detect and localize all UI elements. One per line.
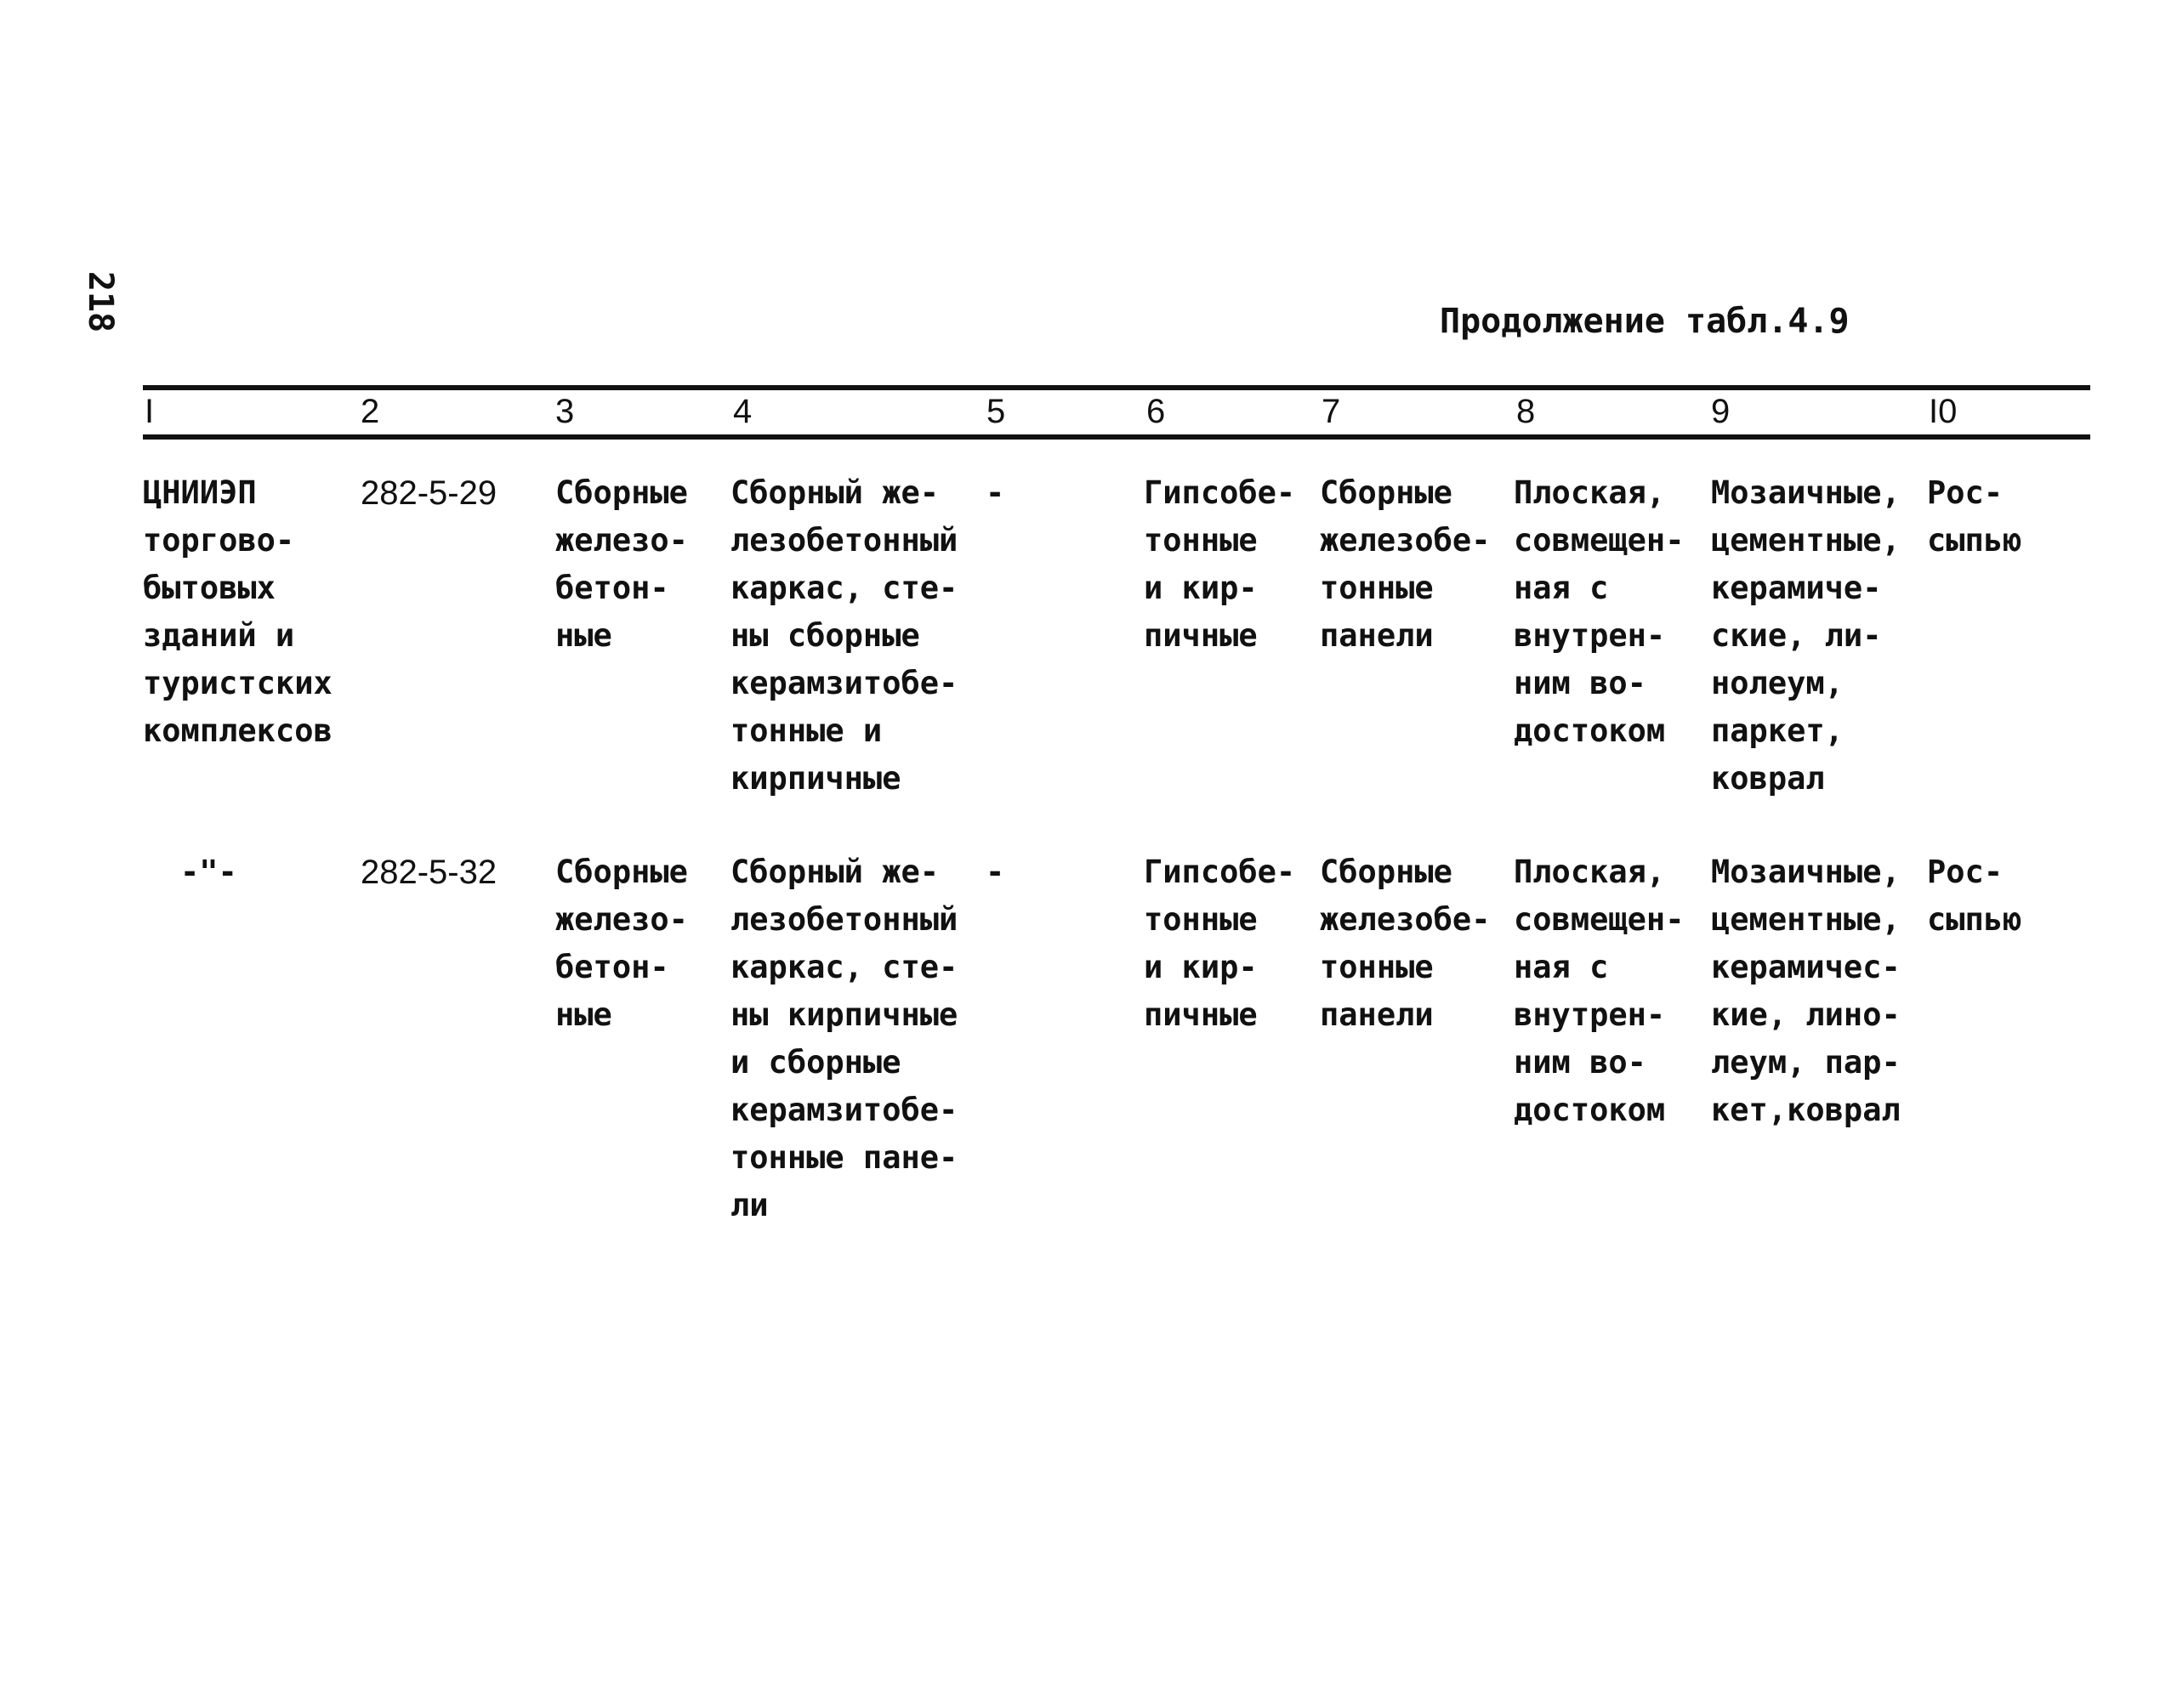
- column-number-10: I0: [1929, 393, 1958, 430]
- cell-partitions: Гипсобе- тонные и кир- пичные: [1144, 854, 1296, 1033]
- cell-frame-walls: Сборный же- лезобетонный каркас, сте- ны сборные керамзитобе- тонные и кирпичные: [730, 474, 958, 797]
- page-number: 218: [81, 270, 121, 333]
- column-number-4: 4: [733, 393, 753, 430]
- table-header-bottom-rule: [143, 434, 2090, 440]
- column-number-3: 3: [555, 393, 575, 430]
- cell-foundations: Сборные железо- бетон- ные: [555, 474, 688, 654]
- cell-column-10: Рос- сыпью: [1927, 854, 2022, 938]
- table-continuation-title: Продолжение табл.4.9: [1440, 302, 1850, 341]
- cell-organization: ЦНИИЭП торгово- бытовых зданий и туристских комплексов: [143, 474, 333, 749]
- column-number-6: 6: [1146, 393, 1166, 430]
- column-number-7: 7: [1322, 393, 1341, 430]
- cell-floors-slabs: Сборные железобе- тонные панели: [1320, 474, 1491, 654]
- cell-project-code: 282-5-29: [361, 474, 497, 512]
- cell-roof: Плоская, совмещен- ная с внутрен- ним во- достоком: [1514, 474, 1685, 749]
- cell-column-5: -: [986, 474, 1005, 511]
- column-number-5: 5: [986, 393, 1006, 430]
- column-number-2: 2: [361, 393, 380, 430]
- column-number-8: 8: [1516, 393, 1536, 430]
- cell-floors-slabs: Сборные железобе- тонные панели: [1320, 854, 1491, 1033]
- cell-floor-finish: Мозаичные, цементные, керамичес- кие, лино- леум, пар- кет,коврал: [1711, 854, 1901, 1128]
- table-top-rule: [143, 385, 2090, 390]
- cell-column-5: -: [986, 854, 1005, 890]
- cell-roof: Плоская, совмещен- ная с внутрен- ним во- достоком: [1514, 854, 1685, 1128]
- column-number-9: 9: [1711, 393, 1731, 430]
- column-number-1: I: [145, 393, 155, 430]
- cell-column-10: Рос- сыпью: [1927, 474, 2022, 559]
- cell-organization: -"-: [180, 854, 237, 890]
- cell-foundations: Сборные железо- бетон- ные: [555, 854, 688, 1033]
- cell-project-code: 282-5-32: [361, 854, 497, 891]
- cell-frame-walls: Сборный же- лезобетонный каркас, сте- ны кирпичные и сборные керамзитобе- тонные пане- ли: [730, 854, 958, 1223]
- cell-partitions: Гипсобе- тонные и кир- пичные: [1144, 474, 1296, 654]
- cell-floor-finish: Мозаичные, цементные, керамиче- ские, ли- нолеум, паркет, коврал: [1711, 474, 1901, 797]
